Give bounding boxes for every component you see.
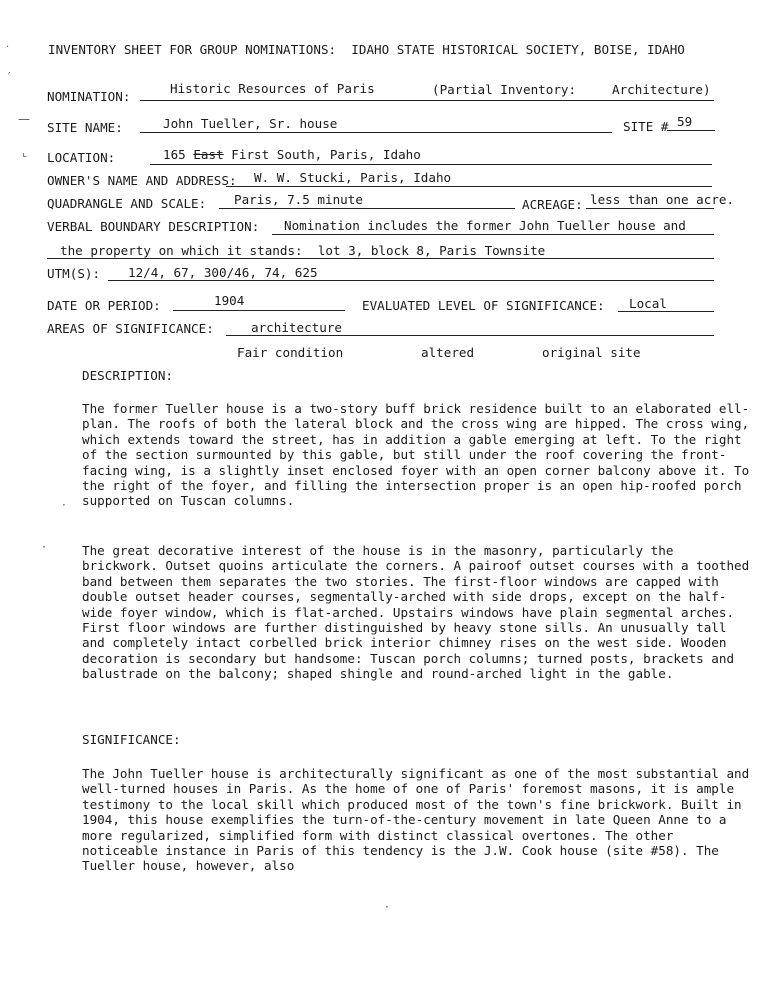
date-label: DATE OR PERIOD: <box>47 298 161 313</box>
location-street: First South, Paris, Idaho <box>231 147 421 162</box>
condition-state: Fair condition <box>237 345 344 360</box>
quadrangle-rule <box>219 208 515 209</box>
owner-rule <box>226 186 712 187</box>
description-heading: DESCRIPTION: <box>82 368 173 383</box>
scan-mark-bullet-3: · <box>385 900 389 914</box>
acreage-value: less than one acre. <box>590 192 735 207</box>
evaluated-value: Local <box>629 296 667 311</box>
site-name-rule <box>140 132 612 133</box>
acreage-label: ACREAGE: <box>522 197 583 212</box>
date-value: 1904 <box>214 293 245 308</box>
nomination-category: Architecture) <box>612 82 711 97</box>
nomination-rule <box>140 100 714 101</box>
significance-paragraph-1: The John Tueller house is architecturally significant as one of the most substantial and well-turned houses in Paris. As the home of one of Paris' foremost masons, it is ample testimony to the local skill which produced most of the town's fine brickwork. Built in 1904, this house exemplifies the turn-of-the-century movement in late Queen Anne to a more regularized, simplified form with distinct classical overtones. The other noticeable instance in Paris of this tendency is the J.W. Cook house (site #58). The Tueller house, however, also <box>82 766 750 874</box>
utm-value: 12/4, 67, 300/46, 74, 625 <box>128 265 318 280</box>
owner-value: W. W. Stucki, Paris, Idaho <box>254 170 452 185</box>
significance-heading: SIGNIFICANCE: <box>82 732 181 747</box>
date-rule <box>173 310 345 311</box>
nomination-qualifier: (Partial Inventory: <box>432 82 577 97</box>
utm-label: UTM(S): <box>47 266 101 281</box>
sheet-title: INVENTORY SHEET FOR GROUP NOMINATIONS: IDAHO STATE HISTORICAL SOCIETY, BOISE, IDAHO <box>48 42 685 57</box>
location-rule <box>150 164 712 165</box>
site-name-value: John Tueller, Sr. house <box>163 116 338 131</box>
evaluated-rule <box>618 311 714 312</box>
location-number: 165 <box>163 147 186 162</box>
nomination-label: NOMINATION: <box>47 89 131 104</box>
location-struck-text: East <box>193 147 224 162</box>
scan-mark-bullet-2: · <box>42 540 46 554</box>
site-name-label: SITE NAME: <box>47 120 123 135</box>
condition-site: original site <box>542 345 641 360</box>
owner-label: OWNER'S NAME AND ADDRESS: <box>47 173 237 188</box>
boundary-label: VERBAL BOUNDARY DESCRIPTION: <box>47 219 260 234</box>
description-paragraph-1: The former Tueller house is a two-story buff brick residence built to an elaborated ell-plan. The roofs of both the lateral block and the cross wing are hipped. The cross wing, which extends toward the street, has in addition a gable emerging at left. To the right of the section surmounted by this gable, but still under the roof covering the front-facing wing, is a slightly inset enclosed foyer with an open corner balcony above it. To the right of the foyer, and filling the intersection proper is an open hip-roofed porch supported on Tuscan columns. <box>82 401 750 509</box>
site-number-label: SITE # <box>623 119 669 134</box>
scan-mark-bullet-1: · <box>62 498 66 512</box>
nomination-value: Historic Resources of Paris <box>170 81 375 96</box>
acreage-rule <box>586 208 714 209</box>
areas-label: AREAS OF SIGNIFICANCE: <box>47 321 214 336</box>
quadrangle-value: Paris, 7.5 minute <box>234 192 363 207</box>
utm-rule <box>108 280 714 281</box>
boundary-rule-2 <box>47 258 714 259</box>
boundary-line-2: the property on which it stands: lot 3, block 8, Paris Townsite <box>60 243 546 258</box>
evaluated-label: EVALUATED LEVEL OF SIGNIFICANCE: <box>362 298 605 313</box>
areas-rule <box>226 335 714 336</box>
condition-alteration: altered <box>421 345 475 360</box>
site-number-value: 59 <box>677 114 693 129</box>
site-number-rule <box>667 130 715 131</box>
scan-mark-tick: ′ <box>8 70 11 83</box>
description-paragraph-2: The great decorative interest of the house is in the masonry, particularly the brickwork. Outset quoins articulate the corners. A pairoof outset courses with a toothed band between them separates the two stories. The first-floor windows are capped with double outset header courses, segmentally-arched with side drops, except on the half-wide foyer window, which is flat-arched. Upstairs windows have plain segmental arches. First floor windows are further distinguished by heavy stone sills. An unusually tall and completely intact corbelled brick interior chimney rises on the west side. Wooden decoration is secondary but handsome: Tuscan porch columns; turned posts, brackets and balustrade on the balcony; shaped shingle and round-arched light in the gable. <box>82 543 750 682</box>
scan-mark-dot: · <box>6 42 10 53</box>
location-value <box>163 147 421 162</box>
boundary-rule-1 <box>272 234 714 235</box>
scan-mark-dash: — <box>18 112 30 126</box>
boundary-line-1: Nomination includes the former John Tueller house and <box>284 218 686 233</box>
scan-mark-corner: ⌞ <box>22 146 28 159</box>
quadrangle-label: QUADRANGLE AND SCALE: <box>47 196 207 211</box>
areas-value: architecture <box>251 320 342 335</box>
location-label: LOCATION: <box>47 150 116 165</box>
